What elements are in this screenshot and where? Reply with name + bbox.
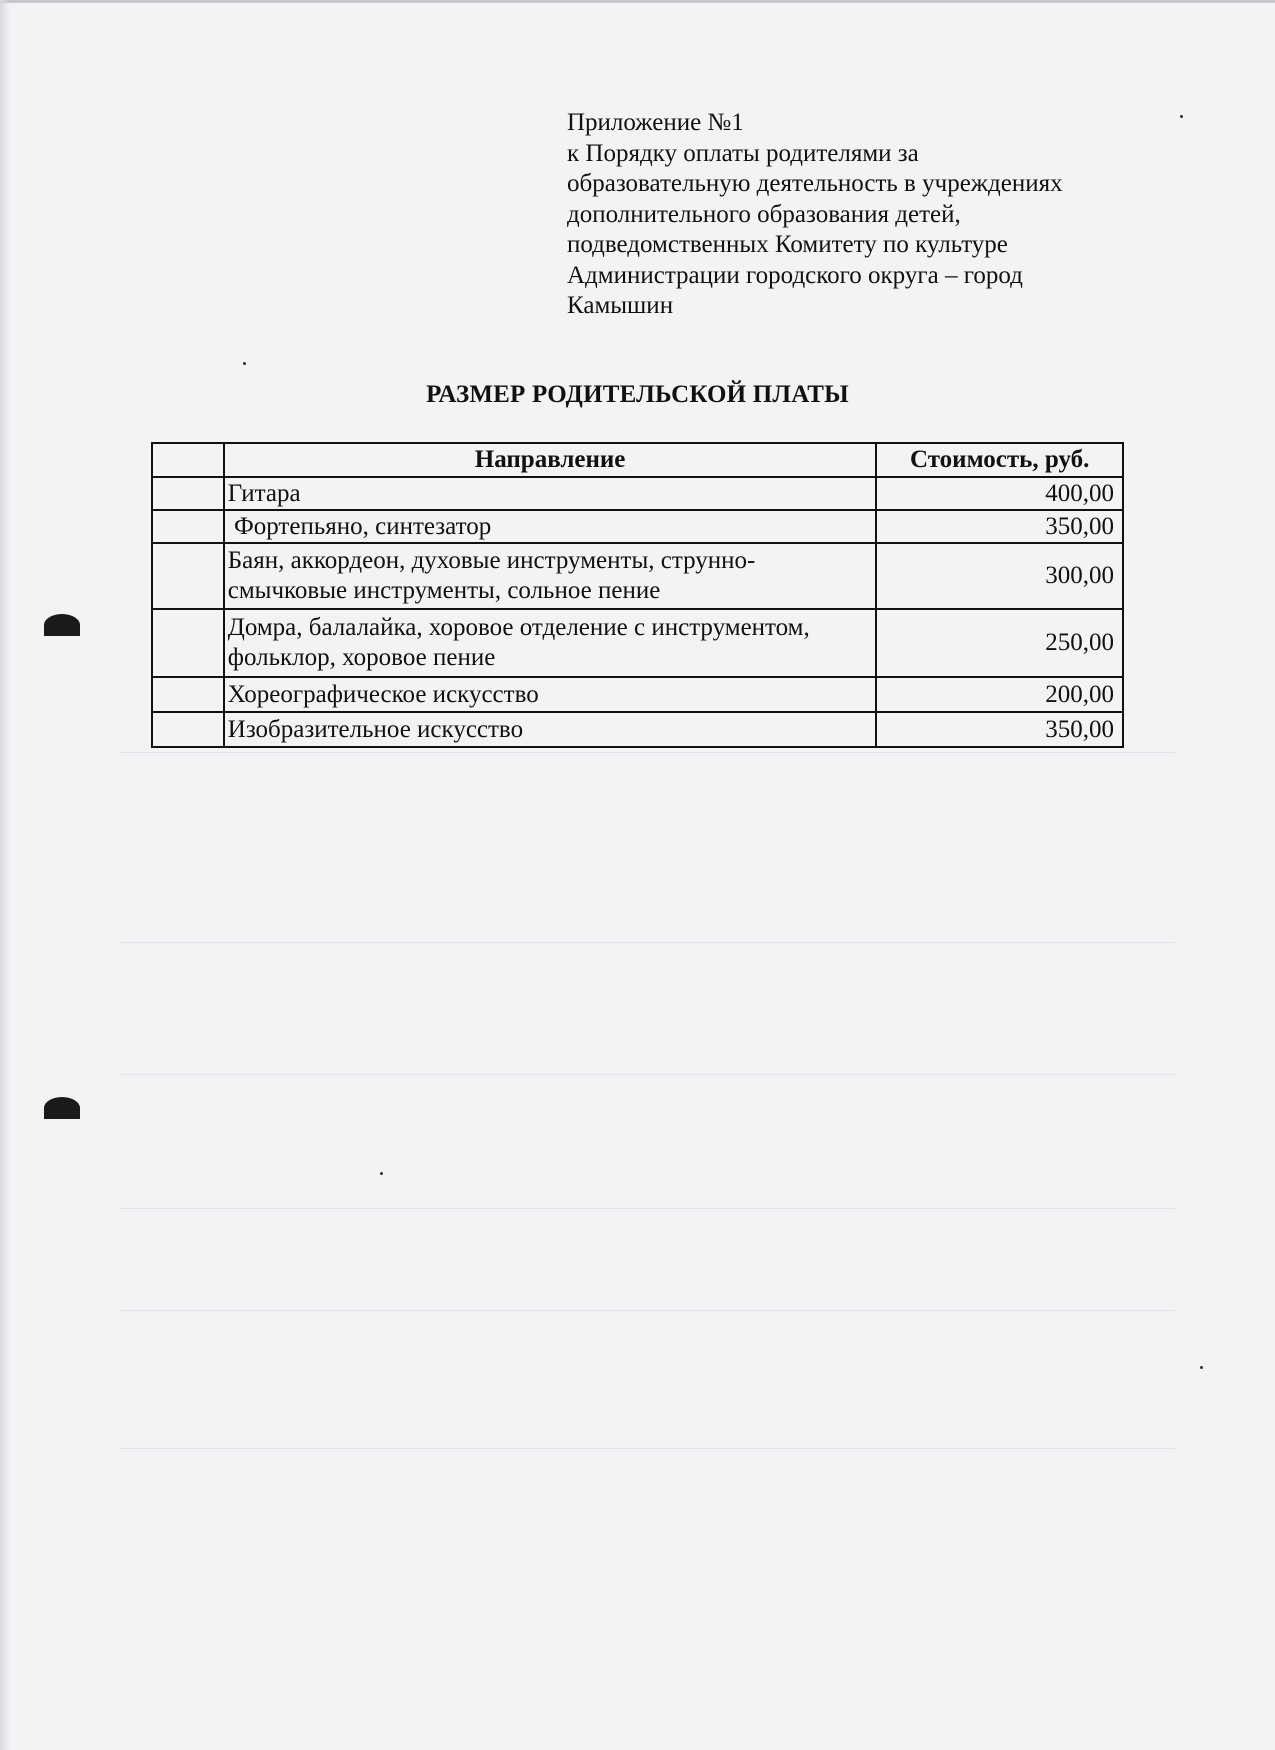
bleed-through-line (120, 1310, 1175, 1311)
header-number (152, 443, 224, 477)
table-row (152, 609, 1123, 677)
bleed-through-line (120, 1208, 1175, 1209)
row-direction (224, 712, 877, 747)
row-cost: 350,00 (876, 510, 1123, 543)
row-direction (224, 510, 877, 543)
row-number (152, 543, 224, 609)
row-direction (224, 477, 877, 510)
row-number (152, 712, 224, 747)
table-row (152, 712, 1123, 747)
document-title: РАЗМЕР РОДИТЕЛЬСКОЙ ПЛАТЫ (426, 381, 849, 408)
row-direction (224, 677, 877, 712)
bleed-through-line (120, 942, 1175, 943)
row-cost: 350,00 (876, 712, 1123, 747)
row-direction (224, 609, 877, 677)
direction-line: фольклор, хоровое пение (227, 644, 496, 671)
row-number (152, 510, 224, 543)
header-line: Приложение №1 (567, 109, 744, 136)
hole-punch-mark (44, 614, 80, 636)
header-cost: Стоимость, руб. (876, 443, 1123, 477)
bleed-through-line (120, 1074, 1175, 1075)
scan-speck (1200, 1366, 1203, 1369)
row-cost: 250,00 (876, 609, 1123, 677)
direction-line: Баян, аккордеон, духовые инструменты, струнно- (227, 547, 756, 574)
row-cost: 400,00 (876, 477, 1123, 510)
row-cost: 300,00 (876, 543, 1123, 609)
direction-line: смычковые инструменты, сольное пение (227, 577, 661, 604)
scan-speck (380, 1172, 383, 1175)
header-line: Камышин (567, 292, 674, 319)
direction-line: Гитара (227, 479, 301, 507)
scan-edge-top (0, 0, 1275, 3)
fee-table (151, 442, 1124, 748)
scan-edge-left (0, 0, 10, 1750)
direction-line: Изобразительное искусство (227, 715, 524, 743)
row-number (152, 677, 224, 712)
table-row (152, 543, 1123, 609)
document-header (567, 108, 1127, 322)
row-cost: 200,00 (876, 677, 1123, 712)
table-row (152, 510, 1123, 543)
header-direction: Направление (224, 443, 877, 477)
row-number (152, 609, 224, 677)
table-header-row (152, 443, 1123, 477)
bleed-through-line (120, 752, 1175, 753)
bleed-through-line (120, 1448, 1175, 1449)
header-line: подведомственных Комитету по культуре (567, 231, 1008, 258)
direction-line: Домра, балалайка, хоровое отделение с инструментом, (227, 614, 810, 641)
scan-speck (243, 362, 246, 365)
table-row (152, 677, 1123, 712)
direction-line: Фортепьяно, синтезатор (227, 512, 492, 540)
header-line: к Порядку оплаты родителями за (567, 139, 919, 167)
direction-line: Хореографическое искусство (227, 680, 539, 708)
row-number (152, 477, 224, 510)
scan-speck (1180, 115, 1183, 118)
table-row (152, 477, 1123, 510)
header-line: дополнительного образования детей, (567, 200, 961, 228)
hole-punch-mark (44, 1097, 80, 1119)
header-line: образовательную деятельность в учреждениях (567, 170, 1063, 197)
row-direction (224, 543, 877, 609)
header-line: Администрации городского округа – город (567, 261, 1023, 289)
